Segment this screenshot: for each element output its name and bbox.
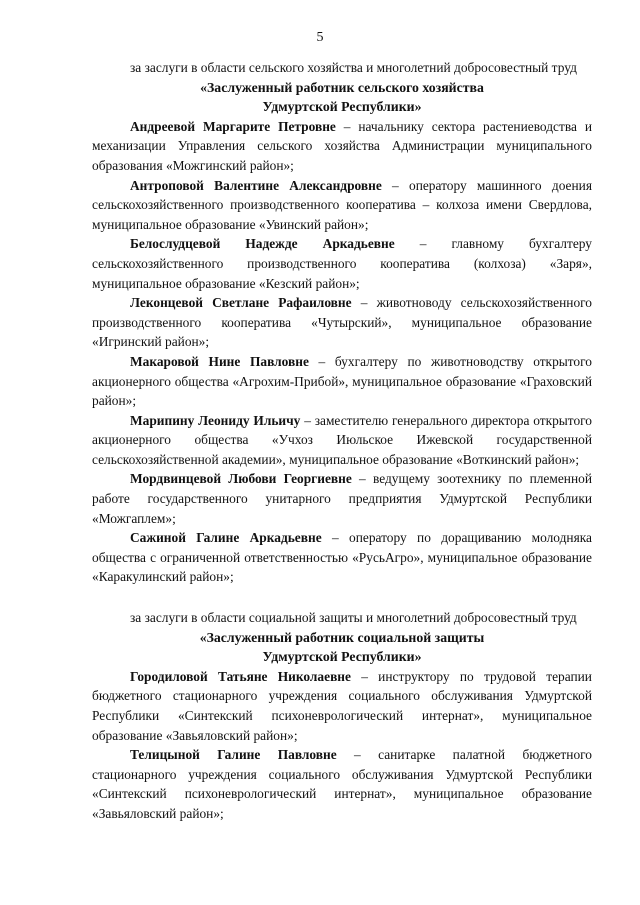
award-entry — [92, 234, 592, 293]
recipient-name: Антроповой Валентине Александровне — [130, 177, 382, 193]
award-entry — [92, 469, 592, 528]
recipient-details: – ведущему зоотехнику по племенной работе государственного унитарного предприятия Удмуртской Республики «Можгаплем»; — [92, 471, 592, 526]
recipient-details: – оператору по доращиванию молодняка общества с ограниченной ответственностью «РусьАгро», муниципальное образование «Каракулинский район»; — [92, 530, 592, 585]
document-body — [92, 58, 592, 824]
award-entry — [92, 117, 592, 176]
award-title-line: «Заслуженный работник сельского хозяйства — [200, 79, 484, 95]
award-entry — [92, 745, 592, 823]
recipient-name: Белослудцевой Надежде Аркадьевне — [130, 236, 395, 252]
recipient-name: Леконцевой Светлане Рафаиловне — [130, 295, 352, 311]
recipient-details: – инструктору по трудовой терапии бюджетного стационарного учреждения социального обслуживания Удмуртской Республики «Синтекский психоневрологический интернат», муниципальное образование «Завьяловский район»; — [92, 668, 592, 743]
award-entry — [92, 293, 592, 352]
recipient-details: – заместителю генерального директора открытого акционерного общества «Учхоз Июльское Ижевской государственной сельскохозяйственной академии», муниципальное образование «Воткинский район»; — [92, 412, 592, 467]
recipient-name: Мордвинцевой Любови Георгиевне — [130, 471, 352, 487]
award-title — [92, 628, 592, 667]
recipient-name: Городиловой Татьяне Николаевне — [130, 668, 351, 684]
recipient-details: – санитарке палатной бюджетного стационарного учреждения социального обслуживания Удмуртской Республики «Синтекский психоневрологический интернат», муниципальное образование «Завьяловский район»; — [92, 747, 592, 821]
award-entry — [92, 667, 592, 745]
award-title-line: Удмуртской Республики» — [262, 99, 422, 115]
award-entry — [92, 352, 592, 411]
award-entry — [92, 411, 592, 470]
award-title — [92, 78, 592, 117]
recipient-details: – оператору машинного доения сельскохозяйственного производственного кооператива – колхоза имени Свердлова, муниципальное образование «Увинский район»; — [92, 177, 592, 232]
recipient-name: Сажиной Галине Аркадьевне — [130, 530, 322, 546]
recipient-name: Телицыной Галине Павловне — [130, 747, 337, 763]
recipient-name: Андреевой Маргарите Петровне — [130, 118, 336, 134]
recipient-details: – бухгалтеру по животноводству открытого акционерного общества «Агрохим-Прибой», муниципальное образование «Граховский район»; — [92, 353, 592, 409]
section-intro: за заслуги в области сельского хозяйства и многолетний добросовестный труд — [130, 60, 577, 75]
recipient-name: Марипину Леониду Ильичу — [130, 412, 301, 428]
section-spacer — [92, 587, 592, 608]
award-title-line: Удмуртской Республики» — [262, 649, 422, 665]
recipient-name: Макаровой Нине Павловне — [130, 353, 309, 369]
award-entry — [92, 528, 592, 587]
award-entry — [92, 176, 592, 235]
recipient-details: – начальнику сектора растениеводства и механизации Управления сельского хозяйства Администрации муниципального образования «Можгинский район»; — [92, 118, 592, 173]
award-title-line: «Заслуженный работник социальной защиты — [199, 629, 485, 645]
recipient-details: – главному бухгалтеру сельскохозяйственного производственного кооператива (колхоза) «Заря», муниципальное образование «Кезский район»; — [92, 236, 592, 291]
page-number: 5 — [316, 30, 324, 45]
section-intro: за заслуги в области социальной защиты и многолетний добросовестный труд — [130, 610, 577, 626]
recipient-details: – животноводу сельскохозяйственного производственного кооператива «Чутырский», муниципальное образование «Игринский район»; — [92, 295, 592, 350]
